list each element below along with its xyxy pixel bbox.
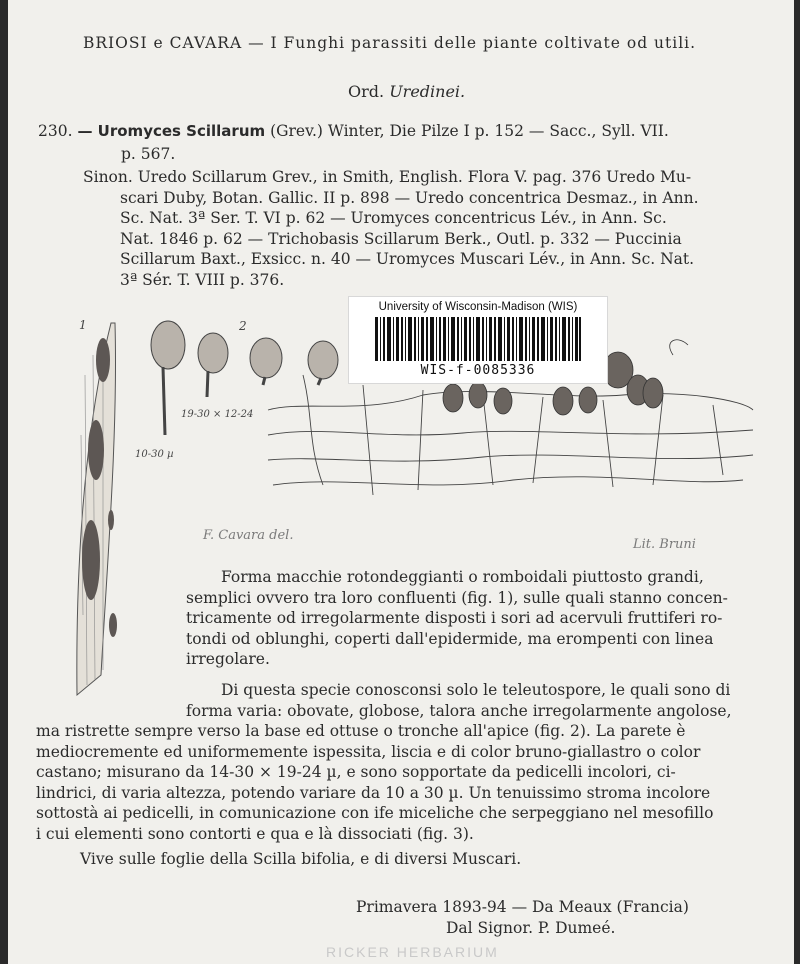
description-paragraph-1 [36, 567, 763, 670]
species-name: — Uromyces Scillarum [77, 122, 266, 140]
synonym-line: 3ª Sér. T. VIII p. 376. [120, 270, 285, 289]
entry-number: 230. [38, 122, 73, 140]
barcode-label [348, 296, 608, 384]
description-line: irregolare. [186, 650, 270, 668]
synonym-line: Scillarum Baxt., Exsicc. n. 40 — Uromyces Muscari Lév., in Ann. Sc. Nat. [120, 250, 695, 268]
description-line: tondi od oblunghi, coperti dall'epidermide, ma erompenti con linea [186, 629, 714, 648]
order-heading [348, 82, 465, 101]
species-authority: (Grev.) Winter, Die Pilze I p. 152 — Sacc., Syll. VII. [270, 122, 669, 140]
collector: Dal Signor. P. Dumeé. [446, 919, 616, 937]
pedicel-size-label: 10-30 µ [135, 449, 174, 460]
barcode-number: WIS-f-0085336 [420, 363, 536, 378]
description-line: castano; misurano da 14-30 × 19-24 µ, e sono sopportate da pedicelli incolori, ci- [36, 763, 676, 781]
description-line: forma varia: obovate, globose, talora anche irregolarmente angolose, [186, 701, 732, 720]
synonym-line: Nat. 1846 p. 62 — Trichobasis Scillarum Berk., Outl. p. 332 — Puccinia [120, 229, 682, 248]
synonym-line: Sinon. Uredo Scillarum Grev., in Smith, English. Flora V. pag. 376 Uredo Mu- [83, 168, 692, 186]
description-paragraph-2 [36, 680, 763, 844]
lithographer-signature: Lit. Bruni [633, 537, 696, 552]
habitat-line: Vive sulle foglie della Scilla bifolia, e di diversi Muscari. [80, 850, 522, 868]
order-prefix: Ord. [348, 82, 385, 101]
figure-label-2: 2 [239, 319, 247, 333]
description-line: Di questa specie conosconsi solo le teleutospore, le quali sono di [221, 681, 731, 699]
description-line: i cui elementi sono contorti e qua e là dissociati (fig. 3). [36, 824, 474, 843]
synonyms-block [83, 167, 763, 290]
description-line: Forma macchie rotondeggianti o romboidali piuttosto grandi, [221, 568, 704, 586]
description-line: tricamente od irregolarmente disposti i sori ad acervuli fruttiferi ro- [186, 609, 723, 627]
herbarium-sheet [8, 0, 794, 964]
page-header: BRIOSI e CAVARA — I Funghi parassiti delle piante coltivate od utili. [83, 34, 697, 52]
description-line: semplici ovvero tra loro confluenti (fig. 1), sulle quali stanno concen- [186, 588, 728, 607]
institution-name: University of Wisconsin-Madison (WIS) [378, 301, 578, 313]
description-line: mediocremente ed uniformemente ispessita, liscia e di color bruno-giallastro o color [36, 742, 701, 761]
entry-title-line [38, 124, 669, 140]
description-line: ma ristrette sempre verso la base ed ottuse o tronche all'apice (fig. 2). La parete è [36, 722, 686, 740]
order-name: Uredinei. [389, 82, 466, 101]
description-line: lindrici, di varia altezza, potendo variare da 10 a 30 µ. Un tenuissimo stroma incolore [36, 783, 711, 802]
barcode-bars [375, 317, 581, 361]
description-line: sottostà ai pedicelli, in comunicazione con ife miceliche che serpeggiano nel mesofillo [36, 804, 714, 822]
synonym-line: scari Duby, Botan. Gallic. II p. 898 — Uredo concentrica Desmaz., in Ann. [120, 188, 699, 207]
spore-size-label: 19-30 × 12-24 [181, 409, 254, 420]
entry-page: p. 567. [121, 145, 176, 163]
herbarium-stamp: RICKER HERBARIUM [326, 944, 499, 960]
figure-label-1: 1 [79, 318, 87, 332]
synonym-line: Sc. Nat. 3ª Ser. T. VI p. 62 — Uromyces concentricus Lév., in Ann. Sc. [120, 209, 667, 227]
artist-signature: F. Cavara del. [203, 528, 294, 543]
collection-season-locality: Primavera 1893-94 — Da Meaux (Francia) [356, 898, 689, 916]
